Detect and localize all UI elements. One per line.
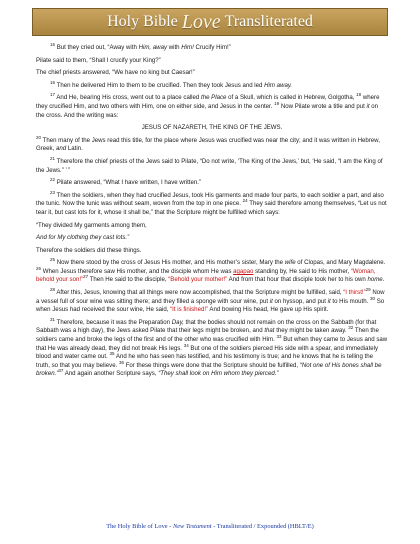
verse-text: they might be taken away. xyxy=(274,327,349,335)
verse-text: And He, bearing His cross, went out to a place called xyxy=(55,94,202,102)
verse-15 xyxy=(36,44,388,53)
verse-text: But when they came to Jesus and saw that He was already dead, they did not break His legs. xyxy=(36,336,388,352)
verse-text: And from that hour that disciple took her to his own xyxy=(227,276,368,284)
verse-number: 29 xyxy=(365,287,371,293)
verse-number: 22 xyxy=(50,177,56,183)
verse-text: And he who has seen has testified, and his testimony is true; and he knows that he is telling the truth, so that you may believe. xyxy=(36,353,373,369)
verse-italic: the Place xyxy=(201,94,227,102)
words-of-jesus: “Woman, behold your son!” xyxy=(36,267,376,284)
verse-number: 37 xyxy=(58,368,64,374)
words-of-jesus: “It is finished!” xyxy=(170,306,209,314)
verse-text: of a Skull, which is called in Hebrew, Golgotha, xyxy=(226,94,357,102)
verse-number: 18 xyxy=(356,92,362,98)
verse-number: 17 xyxy=(50,92,56,98)
verse-31-37 xyxy=(36,316,388,379)
verse-number: 20 xyxy=(36,134,42,140)
words-of-jesus: “I thirst!” xyxy=(343,289,366,297)
verse-15-b: Pilate said to them, “Shall I crucify your King?” xyxy=(36,56,161,64)
verse-text: But they cried out, “Away with xyxy=(55,44,139,51)
verse-text: Pilate answered, “What I have written, I have written.” xyxy=(55,179,201,187)
header-title-love: Love xyxy=(181,10,221,33)
verse-text: And again another Scripture says, xyxy=(63,370,159,378)
verse-italic: and xyxy=(55,145,67,153)
verse-number: 16 xyxy=(50,79,56,85)
cross-title: JESUS OF NAZARETH, THE KING OF THE JEWS. xyxy=(141,124,283,132)
scripture-text xyxy=(36,44,388,383)
verse-text: Therefore the chief priests of the Jews said to Pilate, “Do not write, ‘The King of the Jews,’ but, ‘He said, “I am the King of the Jews.” ’ ” xyxy=(36,157,383,174)
verse-number: 31 xyxy=(50,316,56,322)
verse-number: 28 xyxy=(50,287,56,293)
page-footer xyxy=(0,523,420,530)
verse-text: But one of the soldiers pierced His side with a spear, and immediately blood and water came out. xyxy=(36,344,379,361)
verse-italic: And for My clothing they cast lots.” xyxy=(36,234,130,242)
verse-25-27 xyxy=(36,259,388,285)
verse-italic: wife xyxy=(284,259,296,267)
verse-italic: home. xyxy=(367,276,385,284)
verse-italic: it xyxy=(366,102,370,110)
verse-italic: Him away. xyxy=(264,81,293,89)
footer-testament: New Testament xyxy=(172,523,212,530)
footer-text: The Holy Bible of Love - xyxy=(106,523,173,530)
verse-number: 32 xyxy=(348,325,354,331)
verse-text: Now there stood by the cross of Jesus His mother, and His mother’s sister, Mary the xyxy=(55,259,285,267)
verse-number: 33 xyxy=(276,334,282,340)
verse-italic: that xyxy=(264,327,275,335)
verse-text: Then the soldiers, when they had crucified Jesus, took His garments and made four parts, to each soldier a part, and also the tunic. Now the tunic was without seam, woven from the top in one piece. xyxy=(36,191,384,208)
verse-21 xyxy=(36,155,388,175)
verse-text: Latin. xyxy=(66,145,83,153)
verse-17-19 xyxy=(36,94,388,120)
verse-text: When Jesus therefore saw His mother, and the disciple whom He was xyxy=(41,267,234,275)
verse-number: 21 xyxy=(50,155,56,161)
verse-text: of Clopas, and Mary Magdalene. xyxy=(295,259,386,267)
quote-line-1: “They divided My garments among them, xyxy=(36,221,147,229)
verse-number: 23 xyxy=(50,189,56,195)
header-title-left: Holy Bible xyxy=(107,13,178,30)
verse-text: Crucify Him!” xyxy=(193,44,231,51)
verse-text: Now Pilate wrote a title and put xyxy=(279,102,367,110)
verse-number: 36 xyxy=(119,359,125,365)
verse-28-30 xyxy=(36,289,388,315)
verse-italic: “Not one of His bones shall be broken.” xyxy=(36,361,382,378)
verse-italic: “They shall look on Him whom they pierced.” xyxy=(158,370,279,378)
verse-23-24 xyxy=(36,189,388,218)
quote-line-2 xyxy=(36,234,388,243)
verse-italic: Him! xyxy=(181,44,194,51)
verse-number: 24 xyxy=(242,198,248,204)
verse-text: standing by, He said to His mother, xyxy=(253,267,351,275)
verse-text: After this, Jesus, knowing that all things were now accomplished, that the Scripture might be fulfilled, said, xyxy=(55,289,344,297)
verse-number: 34 xyxy=(183,342,189,348)
agapao-link[interactable]: agapao xyxy=(233,267,254,275)
verse-text: And bowing His head, He gave up His spirit. xyxy=(208,306,329,314)
verse-italic: Day, xyxy=(171,318,184,326)
footer-text: - Transliterated / Expounded (HBLT/E) xyxy=(211,523,314,530)
verse-number: 25 xyxy=(50,257,56,263)
verse-italic: it xyxy=(269,297,273,305)
verse-text: For these things were done that the Scripture should be fulfilled, xyxy=(124,361,300,369)
verse-text: Then the soldiers came and broke the legs of the first and of the other who was crucified with Him. xyxy=(36,327,379,344)
verse-number: 35 xyxy=(109,351,115,357)
verse-22 xyxy=(36,179,388,188)
verse-text: with xyxy=(167,44,182,51)
verse-text: Then many of the Jews read this title, for the place where Jesus was crucified was near the city; and it was written in Hebrew, Greek, xyxy=(36,136,380,153)
verse-24-c: Therefore the soldiers did these things. xyxy=(36,246,142,254)
verse-text: on hyssop, and put xyxy=(272,297,328,305)
verse-text: They said therefore among themselves, “Let us not tear it, but cast lots for it, whose it shall be,” that the Scripture might be fulfilled which says: xyxy=(36,200,387,216)
verse-text: Then He said to the disciple, xyxy=(88,276,169,284)
page-header-banner xyxy=(32,8,388,36)
verse-number: 26 xyxy=(36,265,42,271)
verse-text: So when Jesus had received the sour wine, He said, xyxy=(36,297,385,314)
verse-text: where they crucified Him, and two others with Him, one on either side, and Jesus in the center. xyxy=(36,94,380,110)
verse-text: to His mouth. xyxy=(330,297,371,305)
verse-16 xyxy=(36,79,388,91)
verse-15-c: The chief priests answered, “We have no king but Caesar!” xyxy=(36,69,195,77)
words-of-jesus: “Behold your mother!” xyxy=(168,276,228,284)
verse-number: 19 xyxy=(274,100,280,106)
verse-text: Now a vessel full of sour wine was sitting there; and they filled a sponge with sour wine, put xyxy=(36,289,385,305)
verse-italic: it xyxy=(327,297,331,305)
verse-number: 30 xyxy=(370,295,376,301)
verse-text: Therefore, because it was the Preparation xyxy=(55,318,172,326)
verse-italic: Him, away xyxy=(138,44,168,51)
verse-number: 15 xyxy=(50,42,56,47)
verse-number: 27 xyxy=(83,274,89,280)
verse-text: on the cross. And the writing was: xyxy=(36,102,379,119)
header-title-right: Transliterated xyxy=(224,13,313,30)
verse-20 xyxy=(36,134,388,154)
verse-text: that the bodies should not remain on the cross on the Sabbath (for that Sabbath was a high day), the Jews asked Pilate that their legs might be broken, and xyxy=(36,318,377,335)
verse-text: Then he delivered Him to them to be crucified. Then they took Jesus and led xyxy=(55,81,265,89)
